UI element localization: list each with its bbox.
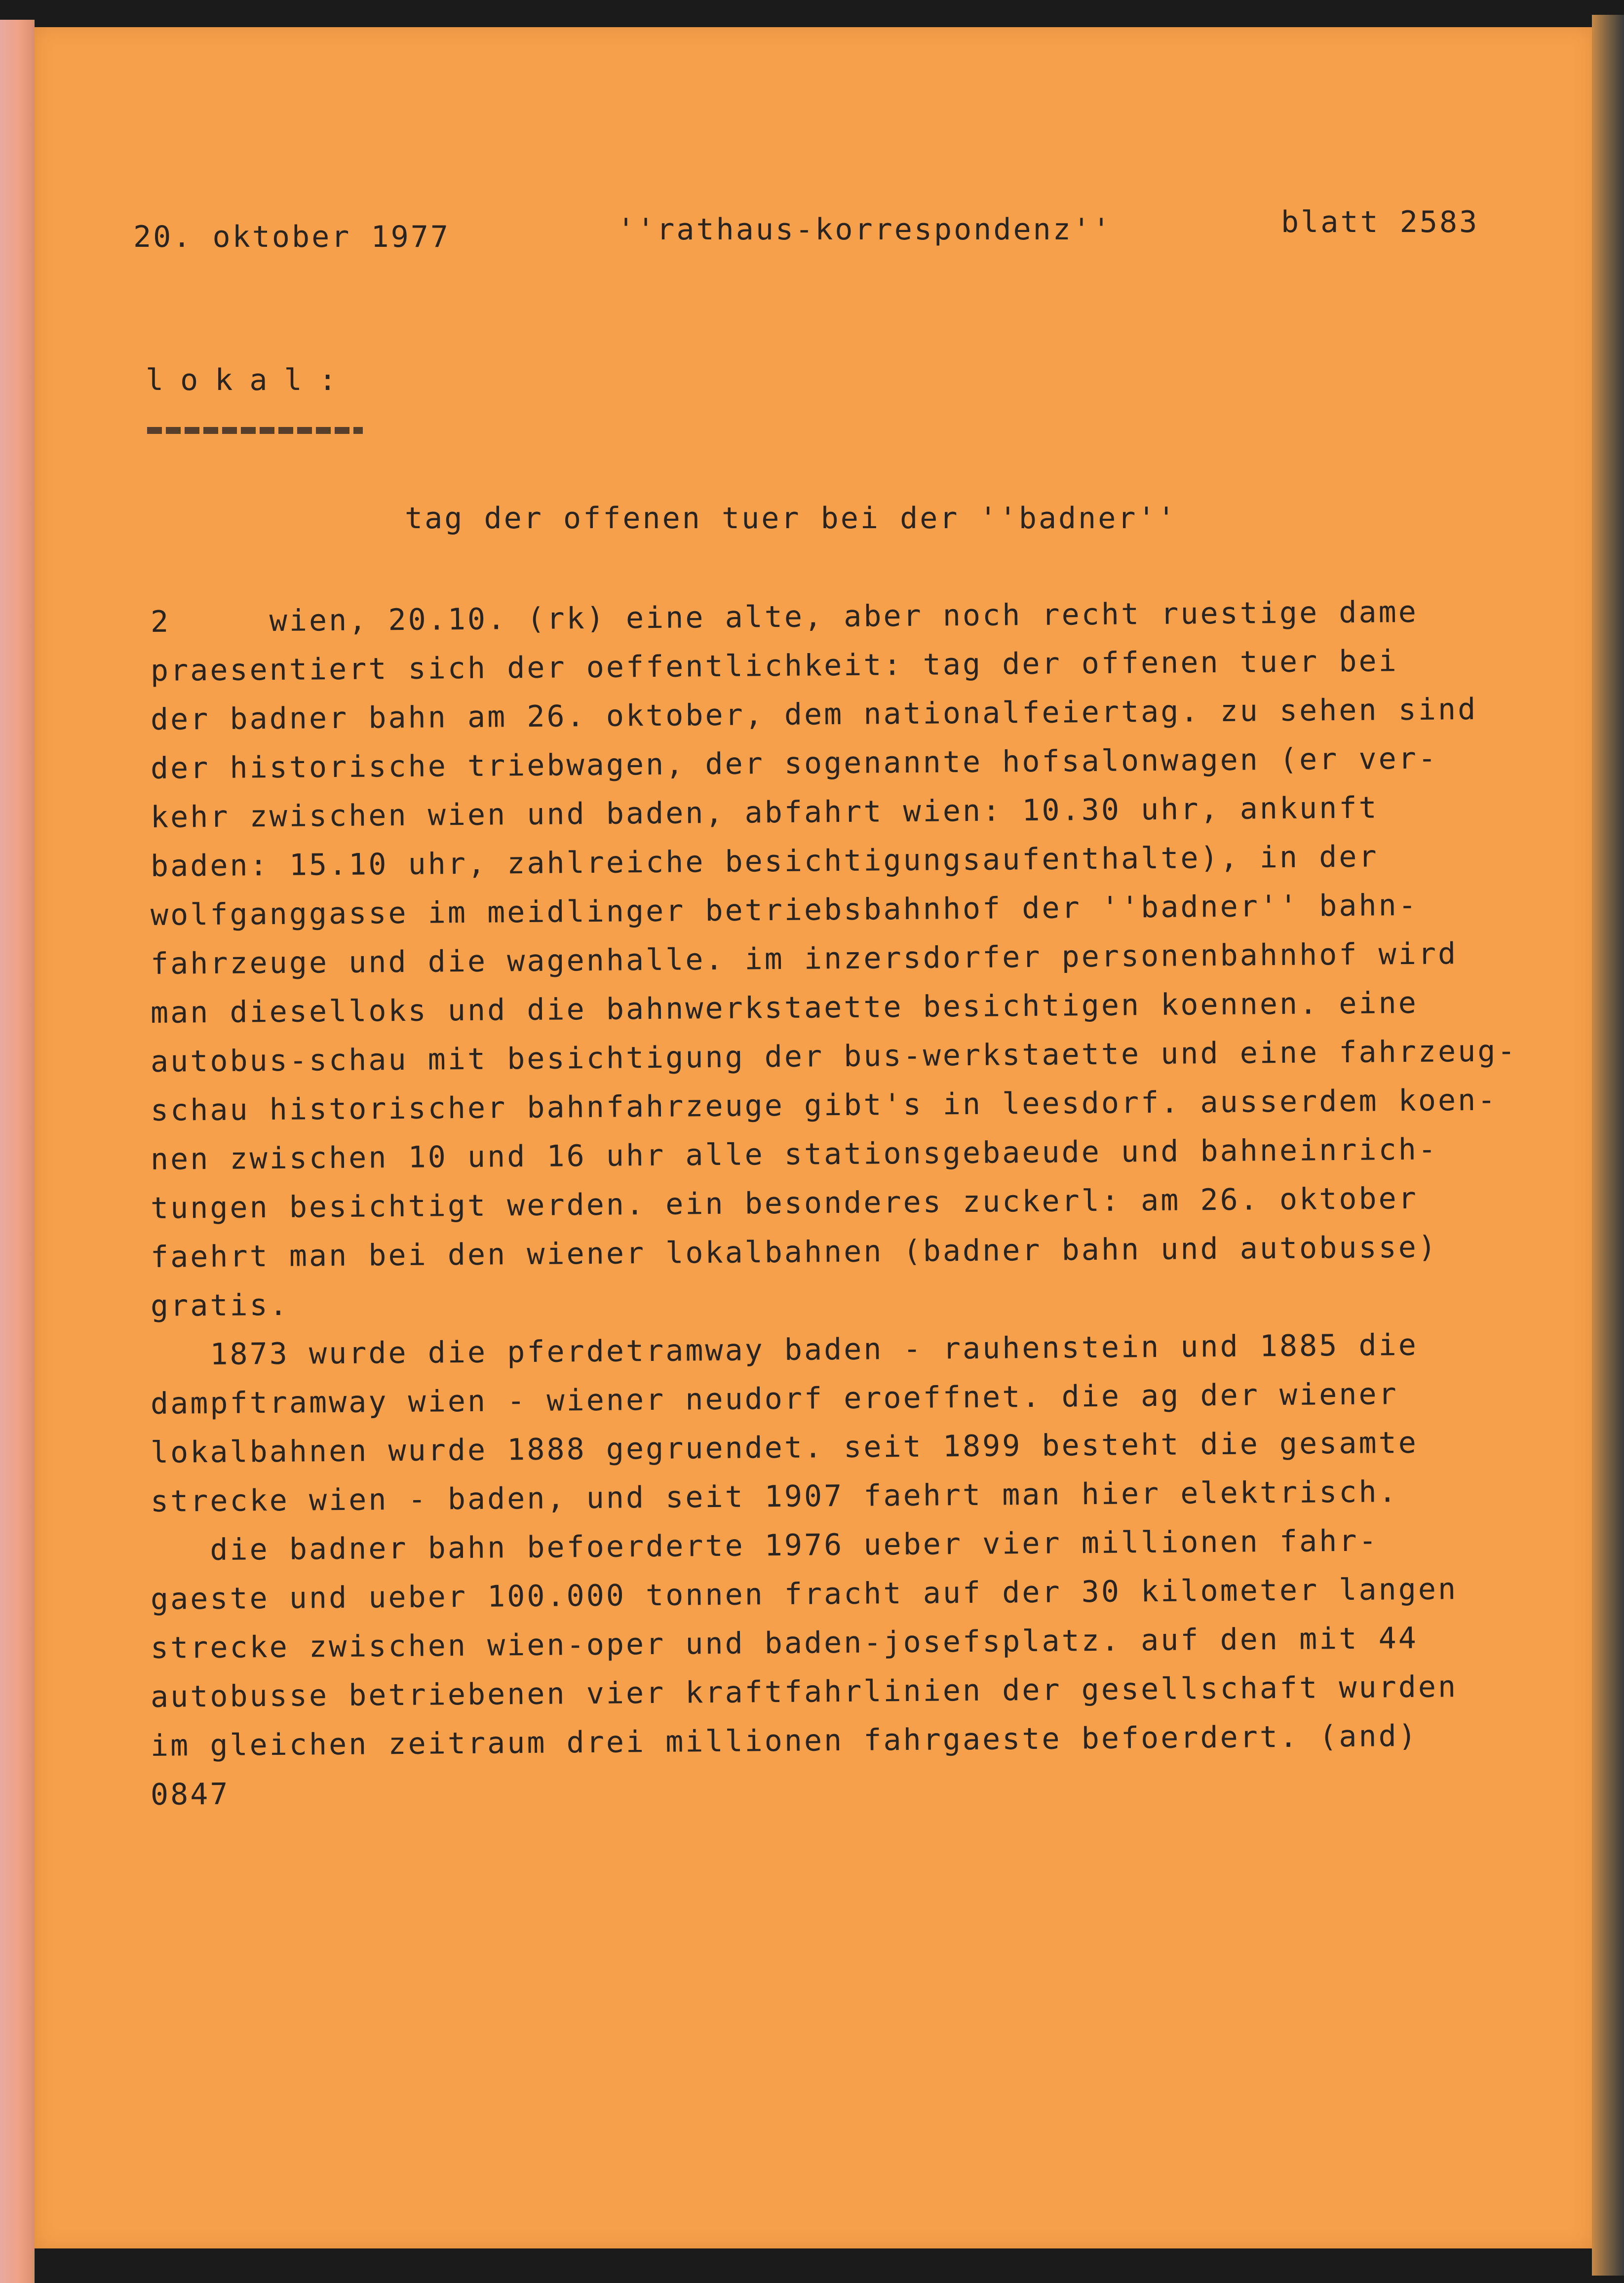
article-line: fahrzeuge und die wagenhalle. im inzersdorfer personenbahnhof wird	[150, 936, 1458, 981]
article-line: autobus-schau mit besichtigung der bus-werkstaette und eine fahrzeug-	[150, 1034, 1517, 1079]
article-line: lokalbahnen wurde 1888 gegruendet. seit 1899 besteht die gesamte	[150, 1425, 1419, 1470]
article-line: strecke wien - baden, und seit 1907 faehrt man hier elektrisch.	[150, 1474, 1398, 1519]
article-line: kehr zwischen wien und baden, abfahrt wien: 10.30 uhr, ankunft	[150, 790, 1379, 835]
article-line: wolfganggasse im meidlinger betriebsbahnhof der ''badner'' bahn-	[150, 888, 1419, 932]
article-line: 0847	[150, 1777, 230, 1812]
article-line: gaeste und ueber 100.000 tonnen fracht auf der 30 kilometer langen	[150, 1572, 1458, 1617]
article-title: tag der offenen tuer bei der ''badner''	[405, 501, 1177, 536]
article-line: baden: 15.10 uhr, zahlreiche besichtigungsaufenthalte), in der	[150, 839, 1379, 884]
article-line: autobusse betriebenen vier kraftfahrlinien der gesellschaft wurden	[150, 1669, 1458, 1714]
article-line: gratis.	[150, 1287, 290, 1323]
article-line: faehrt man bei den wiener lokalbahnen (badner bahn und autobusse)	[150, 1230, 1438, 1275]
article-line: strecke zwischen wien-oper und baden-josefsplatz. auf den mit 44	[150, 1621, 1419, 1665]
section-underline	[147, 427, 363, 434]
article-line: im gleichen zeitraum drei millionen fahrgaeste befoerdert. (and)	[150, 1718, 1419, 1763]
article-line: schau historischer bahnfahrzeuge gibt's in leesdorf. ausserdem koen-	[150, 1083, 1498, 1128]
article-line: der historische triebwagen, der sogenannte hofsalonwagen (er ver-	[150, 741, 1438, 786]
page-binding-right	[1592, 15, 1624, 2276]
article-line: man dieselloks und die bahnwerkstaette besichtigen koennen. eine	[150, 985, 1419, 1030]
article-line: dampftramway wien - wiener neudorf eroeffnet. die ag der wiener	[150, 1377, 1398, 1421]
section-label: lokal:	[146, 363, 353, 397]
article-line: praesentiert sich der oeffentlichkeit: tag der offenen tuer bei	[150, 644, 1398, 688]
header-sheet-number: blatt 2583	[1281, 205, 1479, 239]
article-line: 2 wien, 20.10. (rk) eine alte, aber noch recht ruestige dame	[150, 594, 1419, 639]
header-publication: ''rathaus-korrespondenz''	[617, 212, 1113, 247]
article-line: der badner bahn am 26. oktober, dem nationalfeiertag. zu sehen sind	[150, 692, 1478, 737]
page-edge-left	[0, 20, 35, 2283]
header-date: 20. oktober 1977	[133, 220, 450, 254]
article-line: 1873 wurde die pferdetramway baden - rauhenstein und 1885 die	[150, 1327, 1419, 1372]
article-line: die badner bahn befoerderte 1976 ueber vier millionen fahr-	[150, 1523, 1379, 1568]
article-line: tungen besichtigt werden. ein besonderes zuckerl: am 26. oktober	[150, 1181, 1419, 1226]
article-line: nen zwischen 10 und 16 uhr alle stationsgebaeude und bahneinrich-	[150, 1132, 1438, 1177]
